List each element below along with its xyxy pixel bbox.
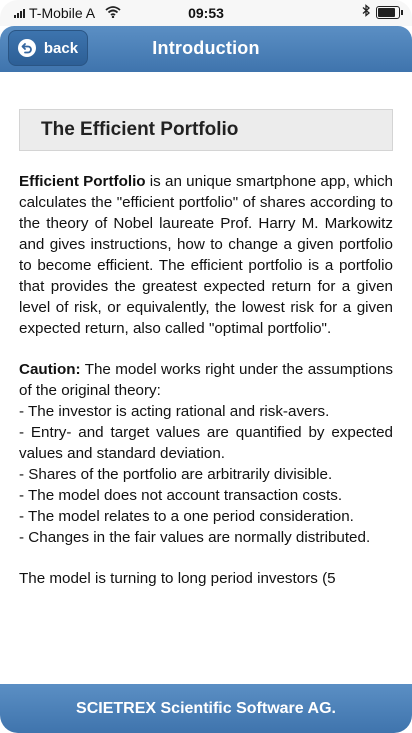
intro-paragraph xyxy=(19,171,393,339)
caution-bold-lead: Caution: xyxy=(19,361,81,378)
caution-item: - The model relates to a one period consideration. xyxy=(19,508,354,525)
caution-item: - Shares of the portfolio are arbitrarily divisible. xyxy=(19,466,333,483)
intro-text: is an unique smartphone app, which calculates the "efficient portfolio" of shares according to the theory of Nobel laureate Prof. Harry M. Markowitz and gives instructions, how to change a given portfolio to become efficient. The efficient portfolio is a portfolio that provides the greatest expected return for a given level of risk, or equivalently, the lowest risk for a given expected return, also called "optimal portfolio". xyxy=(19,173,393,337)
bluetooth-icon xyxy=(362,4,370,20)
battery-icon xyxy=(376,6,400,19)
intro-bold-lead: Efficient Portfolio xyxy=(19,173,146,190)
nav-header xyxy=(0,26,412,72)
caution-item: - Entry- and target values are quantified by expected values and standard deviation. xyxy=(19,424,393,462)
carrier-label: T-Mobile A xyxy=(29,5,96,21)
footer-bar: SCIETREX Scientific Software AG. xyxy=(0,684,412,733)
status-bar xyxy=(0,0,412,26)
closing-paragraph: The model is turning to long period investors (5 xyxy=(19,570,336,587)
caution-text: The model works right under the assumptions of the original theory: xyxy=(19,361,393,399)
caution-paragraph xyxy=(19,359,393,548)
back-button-label: back xyxy=(43,39,79,57)
page-title: Introduction xyxy=(152,38,260,58)
caution-item: - The model does not account transaction costs. xyxy=(19,487,343,504)
scroll-content[interactable] xyxy=(4,72,408,684)
caution-item: - Changes in the fair values are normally distributed. xyxy=(19,529,371,546)
section-heading: The Efficient Portfolio xyxy=(19,109,393,151)
clock: 09:53 xyxy=(188,5,224,21)
caution-item: - The investor is acting rational and risk-avers. xyxy=(19,403,330,420)
status-right xyxy=(362,4,400,20)
